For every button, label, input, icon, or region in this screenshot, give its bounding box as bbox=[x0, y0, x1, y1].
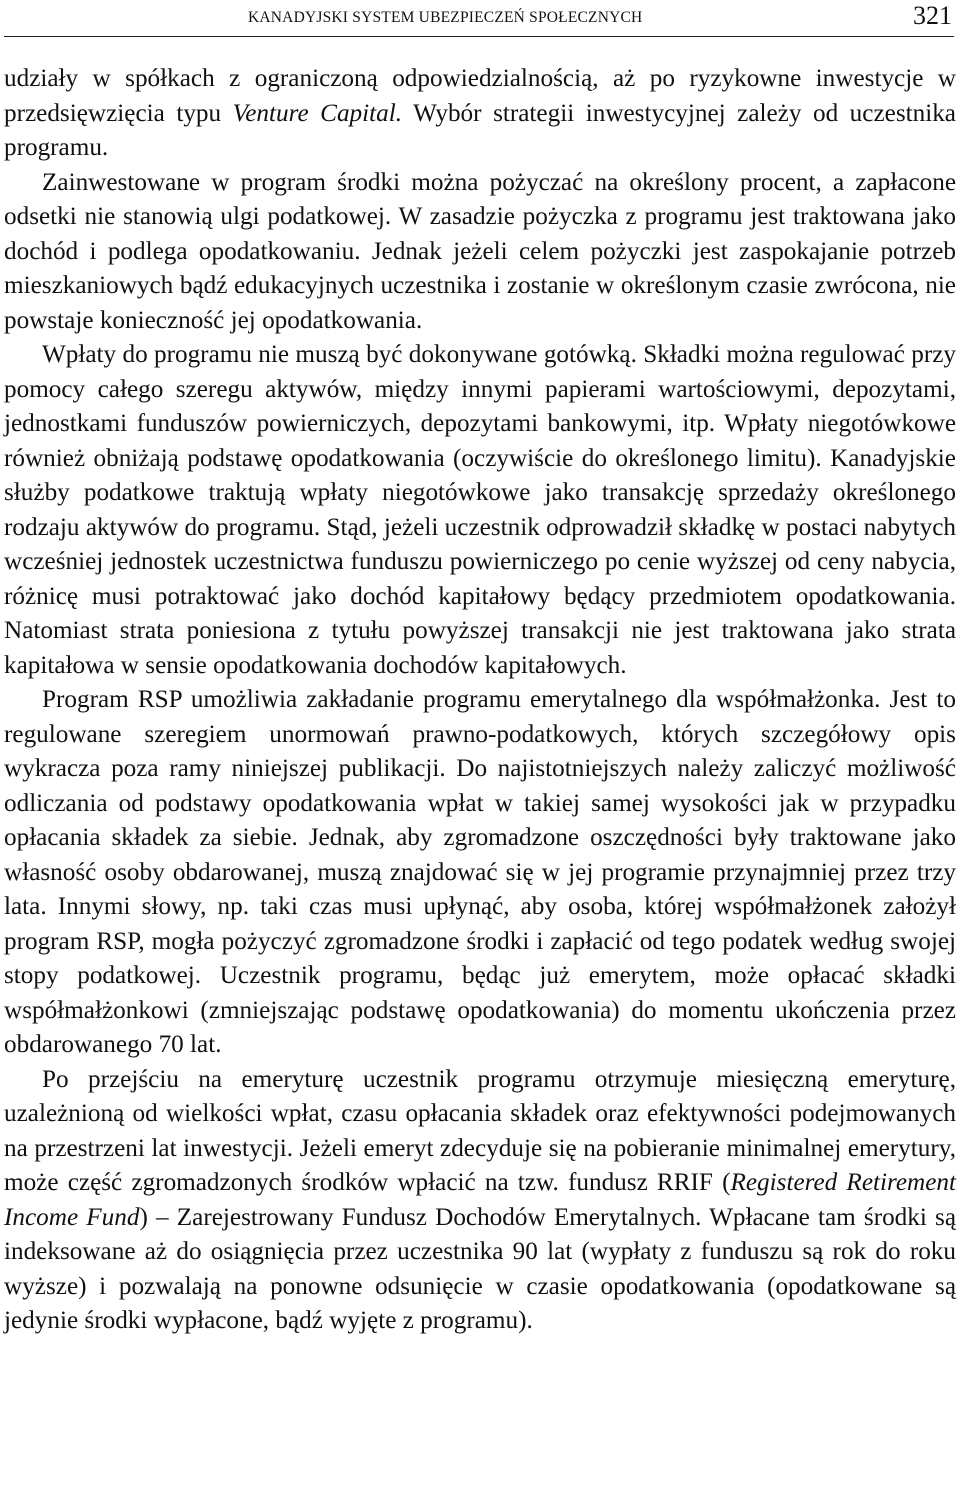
paragraph bbox=[4, 1063, 956, 1339]
paragraph-text: Zainwestowane w program środki można pożyczać na określony procent, a zapłacone odsetki nie stanowią ulgi podatkowej. W zasadzie pożyczka z programu jest traktowana jako dochód i podlega opodatkowaniu. Jednak jeżeli celem pożyczki jest zaspokajanie potrzeb mieszkaniowych bądź edukacyjnych uczestnika i zostanie w określonym czasie zwrócona, nie powstaje konieczność jej opodatkowania. bbox=[4, 168, 956, 334]
paragraph bbox=[4, 166, 956, 339]
body-text bbox=[4, 62, 956, 1339]
paragraph-text: Po przejściu na emeryturę uczestnik programu otrzymuje miesięczną emeryturę, uzależnioną od wielkości wpłat, czasu opłacania składek oraz efektywności podejmowanych na przestrzeni lat inwestycji. Jeżeli emeryt zdecyduje się na pobieranie minimalnej emerytury, może część zgromadzonych środków wpłacić na tzw. fundusz RRIF ( bbox=[4, 1065, 956, 1196]
page-number: 321 bbox=[913, 1, 952, 30]
paragraph-text: Wpłaty do programu nie muszą być dokonywane gotówką. Składki można regulować przy pomocy całego szeregu aktywów, między innymi papierami wartościowymi, depozytami, jednostkami funduszów powierniczych, depozytami bankowymi, itp. Wpłaty niegotówkowe również obniżają podstawę opodatkowania (oczywiście do określonego limitu). Kanadyjskie służby podatkowe traktują wpłaty niegotówkowe jako transakcję sprzedaży określonego rodzaju aktywów do programu. Stąd, jeżeli uczestnik odprowadził składkę w postaci nabytych wcześniej jednostek uczestnictwa funduszu powierniczego po cenie wyższej od ceny nabycia, różnicę musi potraktować jako dochód kapitałowy będący przedmiotem opodatkowania. Natomiast strata poniesiona z tytułu powyższej transakcji nie jest traktowana jako strata kapitałowa w sensie opodatkowania dochodów kapitałowych. bbox=[4, 341, 956, 679]
paragraph-text: Program RSP umożliwia zakładanie programu emerytalnego dla współmałżonka. Jest to regulowane szeregiem unormowań prawno-podatkowych, których szczegółowy opis wykracza poza ramy niniejszej publikacji. Do najistotniejszych należy zaliczyć możliwość odliczania od podstawy opodatkowania wpłat w takiej samej wysokości jak w przypadku opłacania składek za siebie. Jednak, aby zgromadzone oszczędności były traktowane jako własność osoby obdarowanej, muszą znajdować się w jej programie przynajmniej przez trzy lata. Innymi słowy, np. taki czas musi upłynąć, aby osoba, której współmałżonek założył program RSP, mogła pożyczyć zgromadzone środki i zapłacić od tego podatek według swojej stopy podatkowej. Uczestnik programu, będąc już emerytem, może opłacać składki współmałżonkowi (zmniejszając podstawę opodatkowania) do momentu ukończenia przez obdarowanego 70 lat. bbox=[4, 686, 956, 1058]
italic-term: Registered Retirement Income Fund bbox=[4, 1169, 957, 1231]
running-header bbox=[4, 0, 954, 37]
paragraph bbox=[4, 683, 956, 1063]
italic-term: Venture Capital. bbox=[232, 99, 403, 127]
paragraph-text: Wybór strategii inwestycyjnej zależy od uczestnika programu. bbox=[4, 99, 956, 161]
paragraph bbox=[4, 62, 956, 166]
paragraph bbox=[4, 338, 956, 683]
book-page bbox=[4, 0, 956, 1502]
paragraph-text: udziały w spółkach z ograniczoną odpowiedzialnością, aż po ryzykowne inwestycje w przedsięwzięcia typu bbox=[4, 65, 956, 127]
paragraph-text: ) – Zarejestrowany Fundusz Dochodów Emerytalnych. Wpłacane tam środki są indeksowane aż do osiągnięcia przez uczestnika 90 lat (wypłaty z funduszu są rok do roku wyższe) i pozwalają na ponowne odsunięcie w czasie opodatkowania (opodatkowane są jedynie środki wypłacone, bądź wyjęte z programu). bbox=[4, 1203, 957, 1334]
running-title: KANADYJSKI SYSTEM UBEZPIECZEŃ SPOŁECZNYCH bbox=[248, 9, 643, 26]
